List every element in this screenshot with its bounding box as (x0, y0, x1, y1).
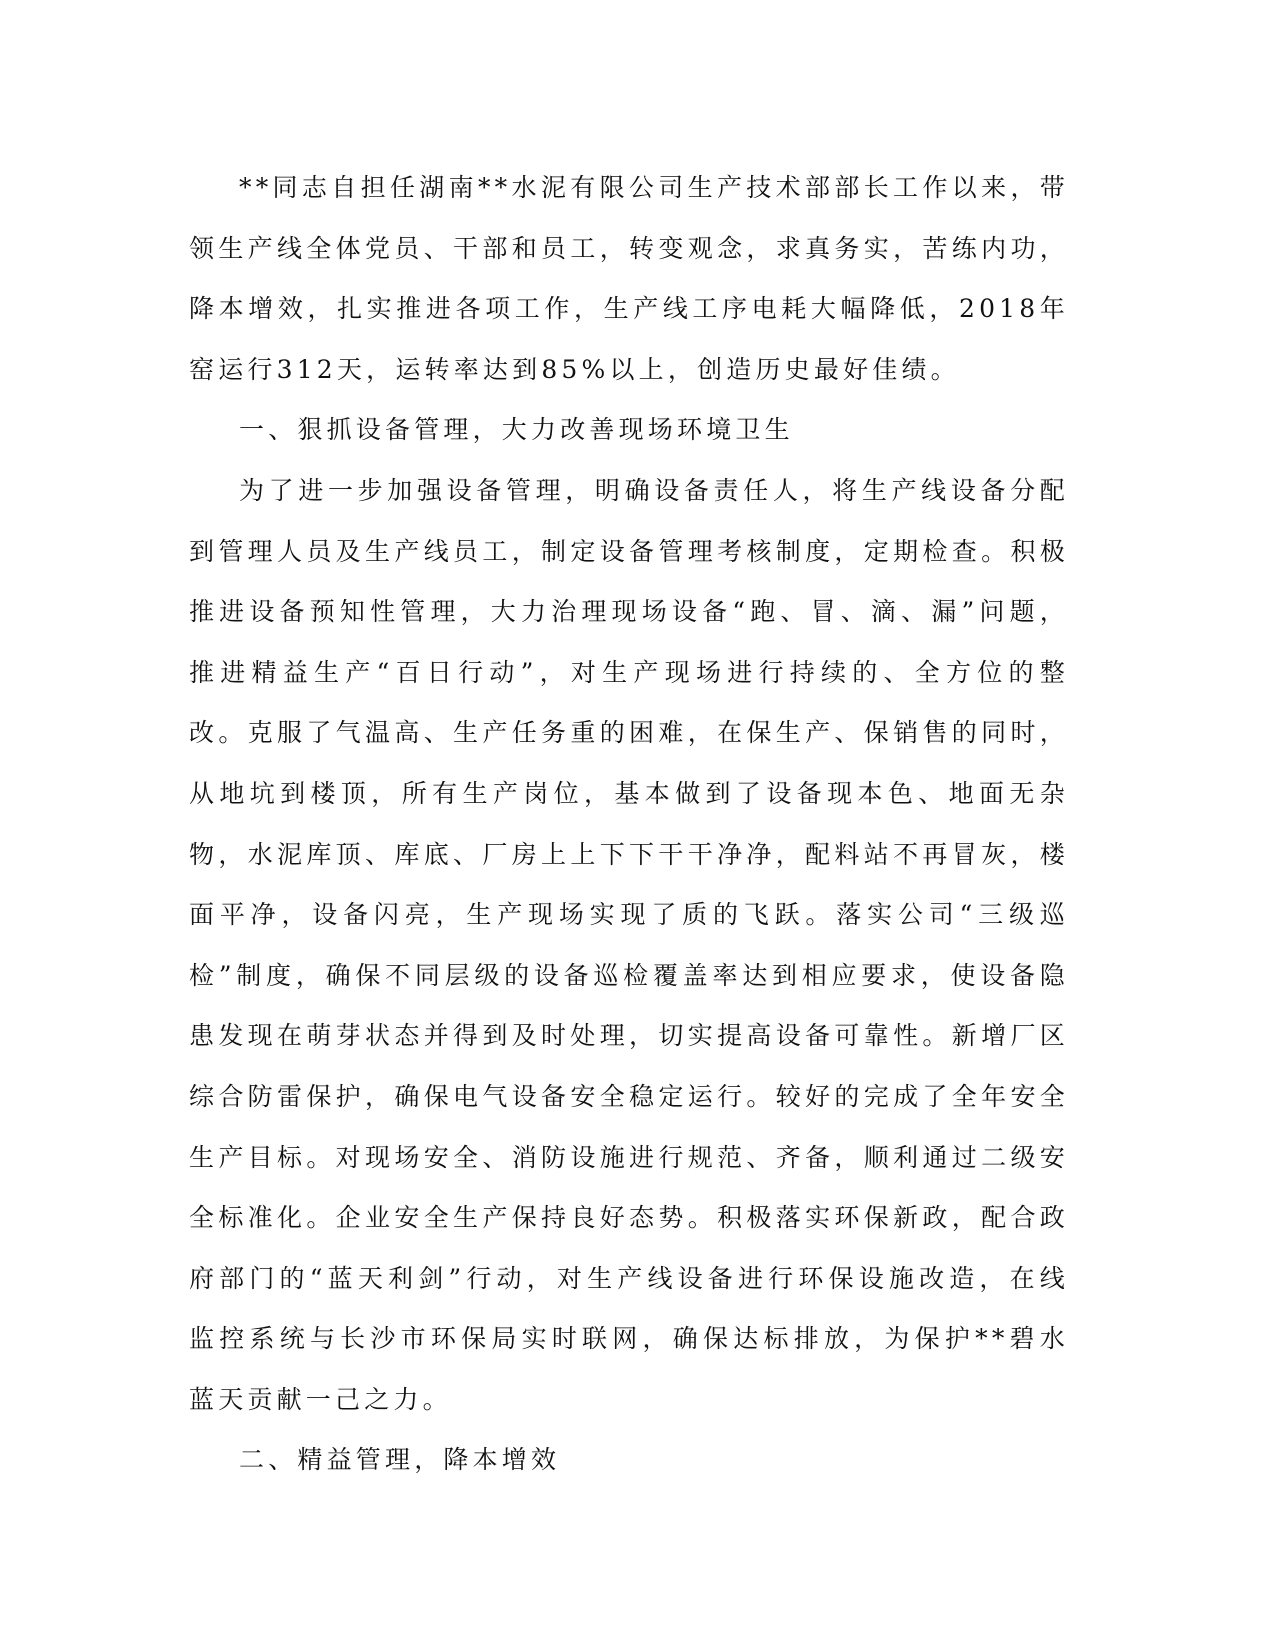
section-heading-lean-management: 二、精益管理，降本增效 (239, 1445, 561, 1475)
document-body (189, 158, 1069, 1491)
equipment-management-paragraph: 为了进一步加强设备管理，明确设备责任人，将生产线设备分配到管理人员及生产线员工，制定设备管理考核制度，定期检查。积极推进设备预知性管理，大力治理现场设备“跑、冒、滴、漏”问题，推进精益生产“百日行动”，对生产现场进行持续的、全方位的整改。克服了气温高、生产任务重的困难，在保生产、保销售的同时，从地坑到楼顶，所有生产岗位，基本做到了设备现本色、地面无杂物，水泥库顶、库底、厂房上上下下干干净净，配料站不再冒灰，楼面平净，设备闪亮，生产现场实现了质的飞跃。落实公司“三级巡检”制度，确保不同层级的设备巡检覆盖率达到相应要求，使设备隐患发现在萌芽状态并得到及时处理，切实提高设备可靠性。新增厂区综合防雷保护，确保电气设备安全稳定运行。较好的完成了全年安全生产目标。对现场安全、消防设施进行规范、齐备，顺利通过二级安全标准化。企业安全生产保持良好态势。积极落实环保新政，配合政府部门的“蓝天利剑”行动，对生产线设备进行环保设施改造，在线监控系统与长沙市环保局实时联网，确保达标排放，为保护**碧水蓝天贡献一己之力。 (189, 475, 1069, 1414)
section-heading-equipment-management: 一、狠抓设备管理，大力改善现场环境卫生 (239, 415, 794, 445)
intro-paragraph: **同志自担任湖南**水泥有限公司生产技术部部长工作以来，带领生产线全体党员、干部和员工，转变观念，求真务实，苦练内功，降本增效，扎实推进各项工作，生产线工序电耗大幅降低，2018年窑运行312天，运转率达到85%以上，创造历史最好佳绩。 (189, 173, 1069, 384)
